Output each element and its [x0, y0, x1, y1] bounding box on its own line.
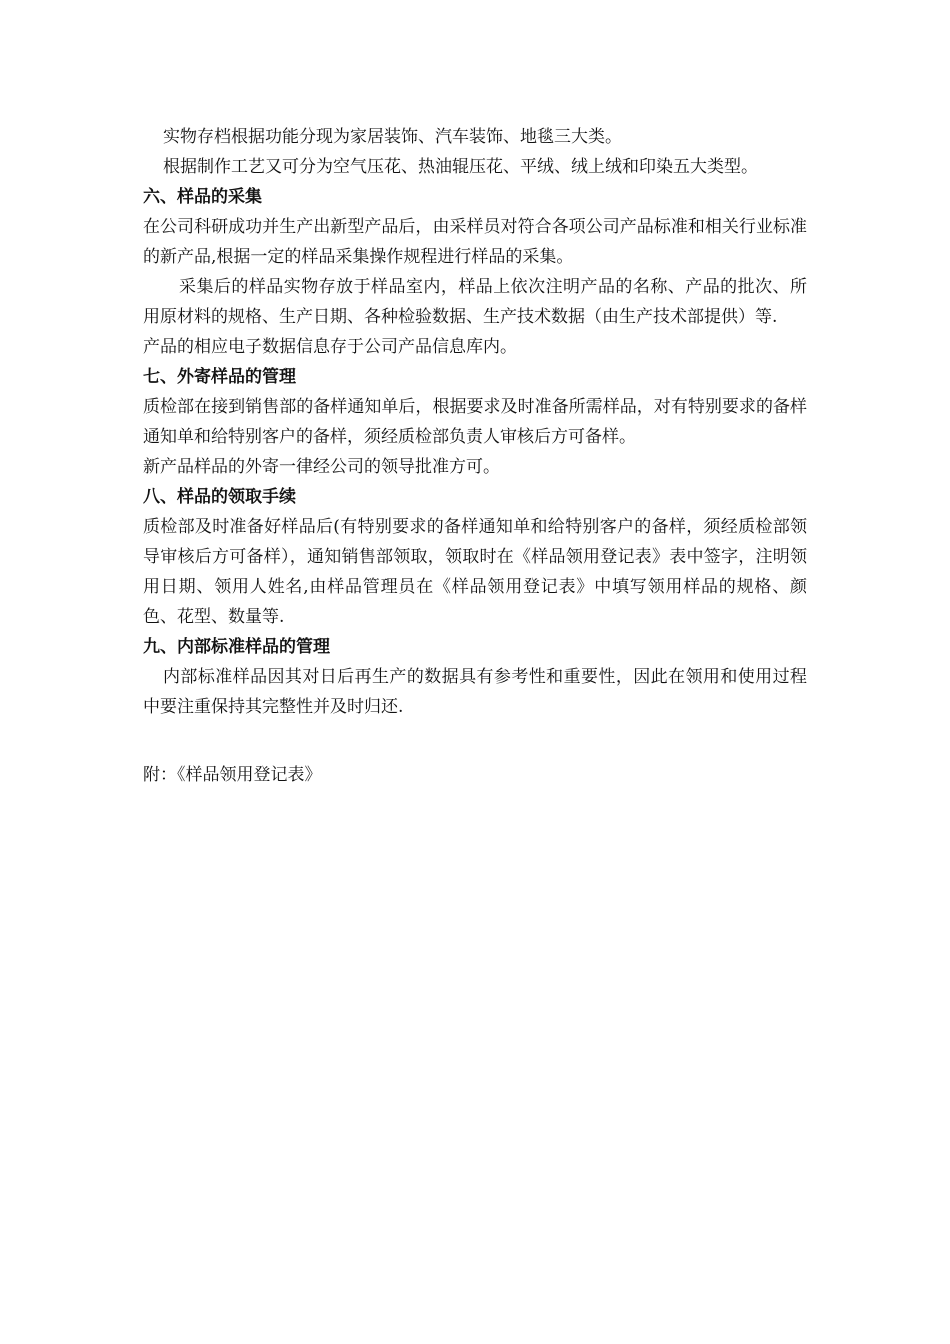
spacer: [143, 722, 807, 760]
section-9-paragraph-1: 内部标准样品因其对日后再生产的数据具有参考性和重要性，因此在领用和使用过程中要注重保持其完整性并及时归还.: [143, 667, 807, 717]
intro-line-2: 根据制作工艺又可分为空气压花、热油辊压花、平绒、绒上绒和印染五大类型。: [163, 157, 758, 177]
section-7-heading: 七、外寄样品的管理: [143, 367, 296, 387]
section-8-heading: 八、样品的领取手续: [143, 487, 296, 507]
document-body: [143, 122, 807, 790]
intro-line-1: 实物存档根据功能分现为家居装饰、汽车装饰、地毯三大类。: [163, 127, 622, 147]
attachment-note: 附：《样品领用登记表》: [143, 765, 322, 785]
section-6-paragraph-3: 产品的相应电子数据信息存于公司产品信息库内。: [143, 337, 517, 357]
section-6-paragraph-2: 采集后的样品实物存放于样品室内，样品上依次注明产品的名称、产品的批次、所用原材料的规格、生产日期、各种检验数据、生产技术数据（由生产技术部提供）等.: [143, 277, 807, 327]
section-7-paragraph-1: 质检部在接到销售部的备样通知单后，根据要求及时准备所需样品，对有特别要求的备样通知单和给特别客户的备样，须经质检部负责人审核后方可备样。: [143, 397, 807, 447]
section-6-paragraph-1: 在公司科研成功并生产出新型产品后，由采样员对符合各项公司产品标准和相关行业标准的新产品,根据一定的样品采集操作规程进行样品的采集。: [143, 217, 807, 267]
section-7-paragraph-2: 新产品样品的外寄一律经公司的领导批准方可。: [143, 457, 500, 477]
section-6-heading: 六、样品的采集: [143, 187, 262, 207]
section-8-paragraph-1: 质检部及时准备好样品后(有特别要求的备样通知单和给特别客户的备样，须经质检部领导审核后方可备样），通知销售部领取，领取时在《样品领用登记表》表中签字，注明领用日期、领用人姓名,由样品管理员在《样品领用登记表》中填写领用样品的规格、颜色、花型、数量等.: [143, 517, 807, 627]
section-9-heading: 九、内部标准样品的管理: [143, 637, 330, 657]
